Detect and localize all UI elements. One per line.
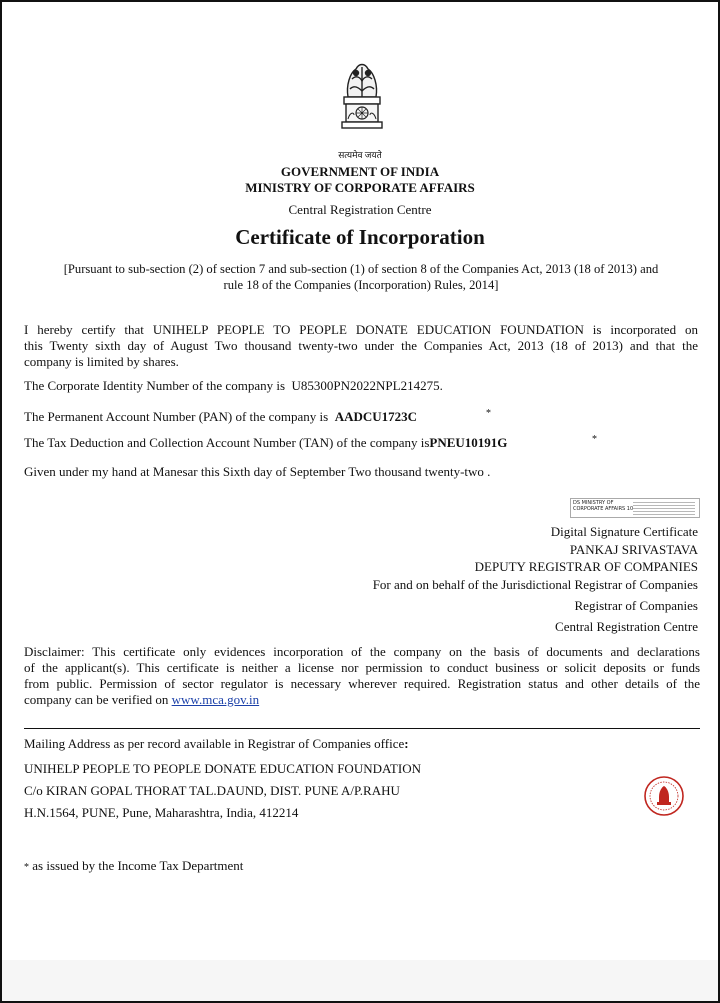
tan-line (24, 435, 507, 451)
registrar-label: Registrar of Companies (574, 598, 698, 613)
emblem-motto: सत्यमेव जयते (338, 150, 382, 160)
signature-detail-block (633, 501, 695, 515)
signature-stamp-text (573, 500, 633, 512)
section-divider (24, 728, 700, 729)
national-emblem-icon (332, 57, 392, 149)
ministry-heading: MINISTRY OF CORPORATE AFFAIRS (245, 180, 475, 195)
footnote (24, 858, 243, 874)
stamp-line-1: DS MINISTRY OF (573, 500, 614, 506)
certify-line-2: this Twenty sixth day of August Two thousand twenty-two under the Companies Act, 2013 (18 of 2013) and that the (24, 338, 698, 353)
footnote-asterisk: * (24, 862, 29, 873)
certificate-title: Certificate of Incorporation (235, 225, 485, 249)
digital-signature-stamp (570, 498, 700, 518)
stamp-line-2: CORPORATE AFFAIRS 10 (573, 506, 634, 512)
disclaimer-paragraph (24, 644, 700, 708)
mailing-heading-colon: : (404, 736, 409, 751)
pan-asterisk: * (486, 408, 491, 419)
disclaimer-verify-text: company can be verified on (24, 692, 169, 707)
registration-centre-label: Central Registration Centre (555, 619, 698, 634)
ministry-seal-icon (643, 775, 685, 817)
certification-paragraph (24, 322, 698, 370)
address-line-3: H.N.1564, PUNE, Pune, Maharashtra, India, 412214 (24, 805, 299, 820)
disclaimer-line-3: from public. Permission of sector regulator is necessary wherever required. Registration status and other details of the (24, 676, 700, 691)
certificate-page (2, 2, 718, 1001)
given-under-hand: Given under my hand at Manesar this Sixth day of September Two thousand twenty-two . (24, 464, 491, 479)
pursuant-line-2: rule 18 of the Companies (Incorporation) Rules, 2014] (223, 277, 499, 292)
disclaimer-line-2: of the applicant(s). This certificate is neither a license nor permission to conduct business or solicit deposits or funds (24, 660, 700, 675)
pan-label: The Permanent Account Number (PAN) of the company is (24, 409, 329, 424)
cin-value: U85300PN2022NPL214275. (291, 378, 443, 393)
tan-asterisk: * (592, 434, 597, 445)
behalf-statement: For and on behalf of the Jurisdictional Registrar of Companies (372, 577, 698, 592)
address-line-2: C/o KIRAN GOPAL THORAT TAL.DAUND, DIST. PUNE A/P.RAHU (24, 783, 400, 798)
page-bottom-margin (2, 960, 718, 1001)
signatory-name: PANKAJ SRIVASTAVA (569, 542, 698, 557)
signatory-designation: DEPUTY REGISTRAR OF COMPANIES (474, 559, 698, 574)
mailing-heading-text: Mailing Address as per record available in Registrar of Companies office (24, 736, 405, 751)
address-line-1: UNIHELP PEOPLE TO PEOPLE DONATE EDUCATION FOUNDATION (24, 761, 421, 776)
footnote-text: as issued by the Income Tax Department (32, 858, 244, 873)
cin-label: The Corporate Identity Number of the company is (24, 378, 286, 393)
pan-line (24, 409, 417, 425)
government-heading: GOVERNMENT OF INDIA (280, 164, 440, 179)
mca-website-link[interactable]: www.mca.gov.in (171, 692, 260, 707)
tan-label: The Tax Deduction and Collection Account Number (TAN) of the company is (24, 435, 430, 450)
pursuant-clause (24, 262, 698, 293)
disclaimer-line-1: Disclaimer: This certificate only evidences incorporation of the company on the basis of documents and declarations (24, 644, 700, 659)
pan-value: AADCU1723C (334, 409, 418, 424)
centre-heading: Central Registration Centre (288, 202, 432, 217)
disclaimer-line-4 (24, 692, 700, 708)
signature-certificate-label: Digital Signature Certificate (550, 524, 698, 539)
mailing-address-heading (24, 736, 409, 752)
tan-value: PNEU10191G (429, 435, 508, 450)
certify-line-3: company is limited by shares. (24, 354, 179, 369)
cin-line (24, 378, 443, 394)
pursuant-line-1: [Pursuant to sub-section (2) of section 7 and sub-section (1) of section 8 of the Companies Act, 2013 (18 of 2013) and (63, 262, 659, 276)
certify-line-1: I hereby certify that UNIHELP PEOPLE TO PEOPLE DONATE EDUCATION FOUNDATION is incorporated on (24, 322, 698, 337)
